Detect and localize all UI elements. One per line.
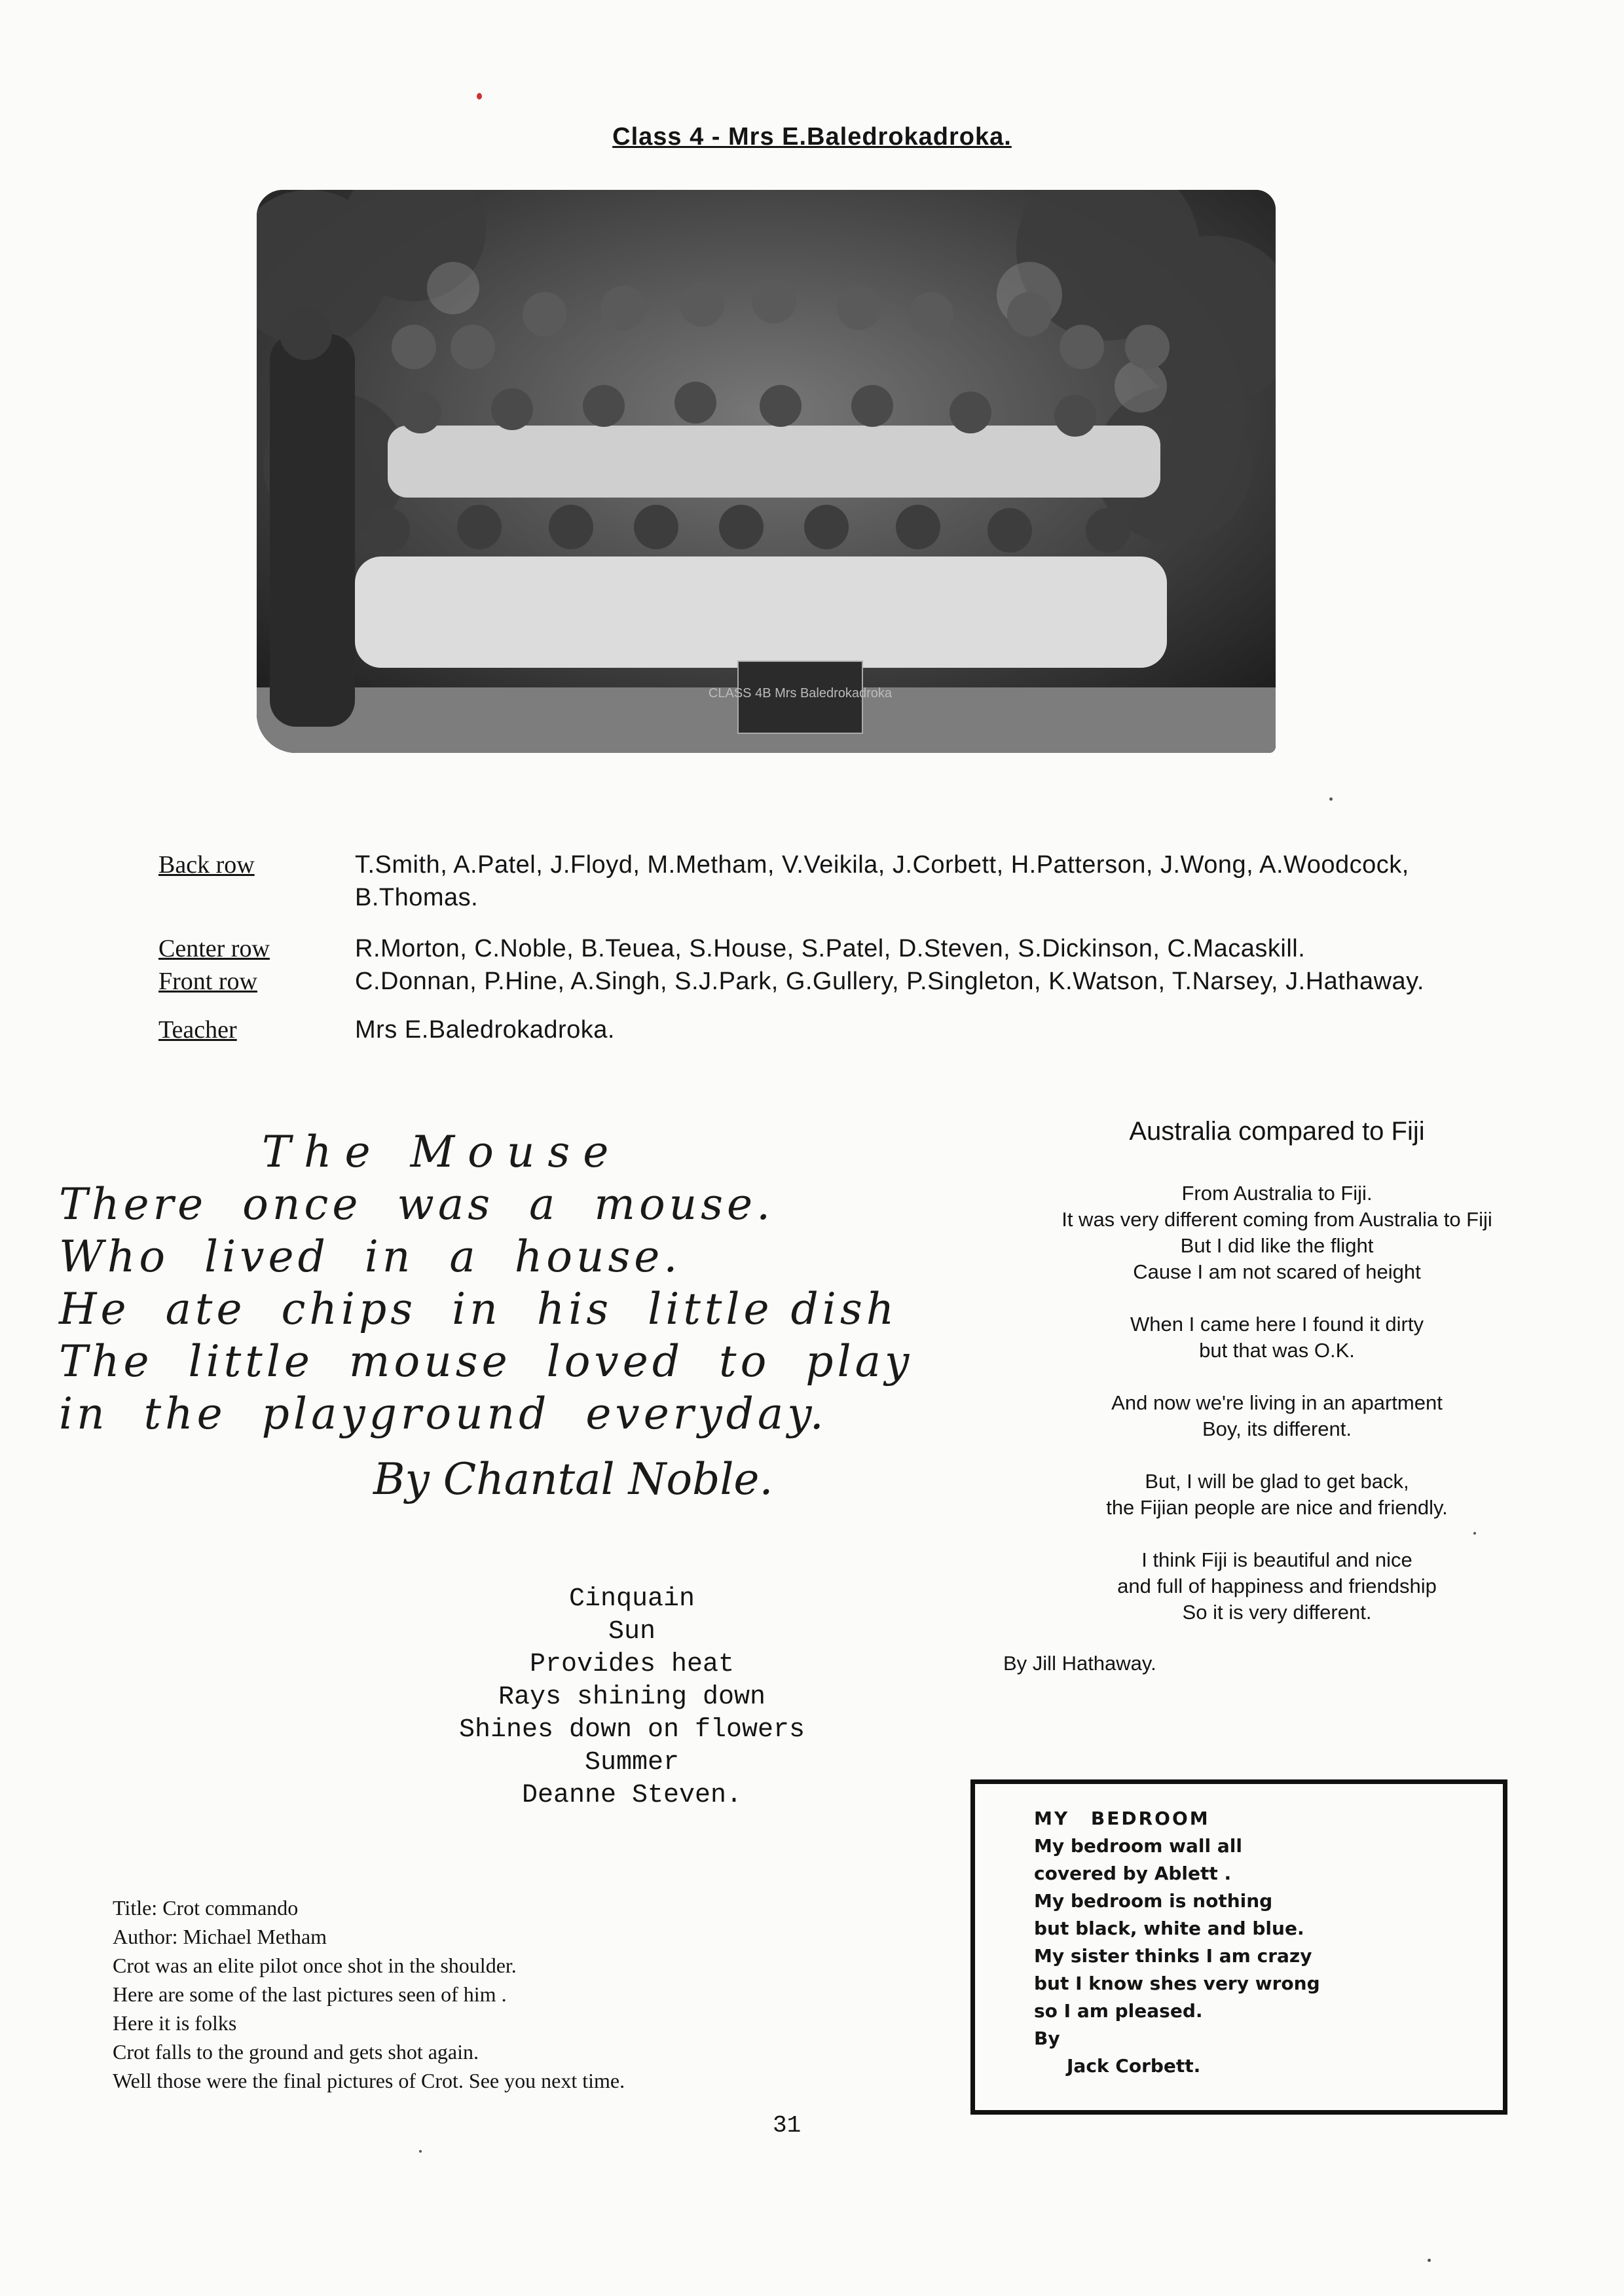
story-line: Well those were the final pictures of Crot. See you next time. bbox=[113, 2069, 625, 2092]
crot-commando-story bbox=[113, 1893, 859, 2095]
cinquain-line: Rays shining down bbox=[498, 1683, 766, 1712]
scan-speck bbox=[1428, 2259, 1431, 2262]
poem-line: but that was O.K. bbox=[1199, 1339, 1355, 1362]
class-photo-graphic bbox=[257, 190, 1276, 753]
roster-names: C.Donnan, P.Hine, A.Singh, S.J.Park, G.Gullery, P.Singleton, K.Watson, T.Narsey, J.Hathaway. bbox=[355, 968, 1424, 995]
poem-stanza bbox=[989, 1311, 1565, 1364]
mouse-poem-line: The little mouse loved to play bbox=[59, 1336, 913, 1387]
poem-line: the Fijian people are nice and friendly. bbox=[1106, 1496, 1448, 1519]
bedroom-poem-title: MY BEDROOM bbox=[1034, 1808, 1210, 1829]
story-line: Title: Crot commando bbox=[113, 1896, 299, 1920]
australia-poem-byline: By Jill Hathaway. bbox=[1003, 1652, 1156, 1675]
mouse-poem-line: in the playground everyday. bbox=[59, 1389, 828, 1439]
mouse-poem bbox=[59, 1126, 950, 1506]
bedroom-poem-line: My bedroom is nothing bbox=[1034, 1890, 1273, 1912]
poem-line: Cause I am not scared of height bbox=[1133, 1260, 1421, 1283]
cinquain-line: Shines down on flowers bbox=[458, 1715, 805, 1745]
bedroom-poem-line: By bbox=[1034, 2028, 1060, 2049]
scan-speck bbox=[419, 2150, 422, 2153]
photo-board-text: CLASS 4B Mrs Baledrokadroka bbox=[708, 686, 893, 701]
poem-line: When I came here I found it dirty bbox=[1130, 1313, 1424, 1336]
poem-line: So it is very different. bbox=[1182, 1601, 1372, 1624]
roster-label: Center row bbox=[158, 935, 270, 962]
mouse-poem-title: The Mouse bbox=[262, 1127, 622, 1177]
roster-row-front bbox=[158, 965, 1468, 998]
story-line: Crot was an elite pilot once shot in the shoulder. bbox=[113, 1954, 517, 1977]
page-number: 31 bbox=[773, 2112, 802, 2139]
cinquain-line: Sun bbox=[608, 1617, 655, 1647]
story-line: Author: Michael Metham bbox=[113, 1925, 327, 1948]
cinquain-line: Cinquain bbox=[568, 1584, 695, 1614]
poem-line: It was very different coming from Australia to Fiji bbox=[1061, 1208, 1492, 1231]
bedroom-poem-line: My bedroom wall all bbox=[1034, 1835, 1242, 1857]
poem-stanza bbox=[989, 1468, 1565, 1521]
poem-stanza bbox=[989, 1547, 1565, 1626]
bedroom-poem-box bbox=[970, 1779, 1507, 2115]
mouse-poem-byline: By Chantal Noble. bbox=[373, 1454, 773, 1504]
cinquain-line: Summer bbox=[584, 1748, 680, 1777]
poem-stanza bbox=[989, 1180, 1565, 1285]
bedroom-poem-line: covered by Ablett . bbox=[1034, 1863, 1232, 1884]
cinquain-poem bbox=[393, 1583, 871, 1812]
roster-names: T.Smith, A.Patel, J.Floyd, M.Metham, V.Veikila, J.Corbett, H.Patterson, J.Wong, A.Woodcock, B.Thomas. bbox=[355, 851, 1409, 911]
mouse-poem-line: There once was a mouse. bbox=[59, 1179, 775, 1230]
bedroom-poem-line: My sister thinks I am crazy bbox=[1034, 1945, 1312, 1967]
bedroom-poem-line: so I am pleased. bbox=[1034, 2000, 1203, 2022]
roster-row-back bbox=[158, 848, 1468, 914]
cinquain-line: Provides heat bbox=[529, 1650, 735, 1679]
cinquain-line: Deanne Steven. bbox=[521, 1781, 743, 1810]
page-title: Class 4 - Mrs E.Baledrokadroka. bbox=[612, 123, 1012, 151]
scan-speck bbox=[1473, 1532, 1476, 1535]
poem-stanza bbox=[989, 1390, 1565, 1442]
poem-line: I think Fiji is beautiful and nice bbox=[1141, 1548, 1412, 1571]
poem-line: But I did like the flight bbox=[1180, 1234, 1374, 1257]
class-roster bbox=[158, 848, 1468, 1046]
roster-row-center bbox=[158, 932, 1468, 965]
roster-names: Mrs E.Baledrokadroka. bbox=[355, 1016, 615, 1044]
roster-label: Back row bbox=[158, 851, 255, 879]
roster-label: Teacher bbox=[158, 1016, 237, 1044]
poem-line: Boy, its different. bbox=[1202, 1417, 1352, 1440]
australia-poem-title: Australia compared to Fiji bbox=[1129, 1117, 1425, 1146]
roster-label: Front row bbox=[158, 968, 257, 995]
mouse-poem-line: He ate chips in his little dish bbox=[59, 1284, 898, 1334]
roster-names: R.Morton, C.Noble, B.Teuea, S.House, S.Patel, D.Steven, S.Dickinson, C.Macaskill. bbox=[355, 935, 1306, 962]
poem-line: But, I will be glad to get back, bbox=[1145, 1470, 1409, 1493]
class-photo bbox=[257, 190, 1276, 753]
bedroom-poem-line: but I know shes very wrong bbox=[1034, 1973, 1320, 1994]
australia-poem bbox=[989, 1117, 1565, 1675]
poem-line: And now we're living in an apartment bbox=[1111, 1391, 1443, 1414]
roster-row-teacher bbox=[158, 1013, 1468, 1046]
scan-speck bbox=[1329, 797, 1333, 801]
poem-line: and full of happiness and friendship bbox=[1117, 1575, 1437, 1597]
story-line: Here are some of the last pictures seen of him . bbox=[113, 1982, 507, 2006]
bedroom-poem-author: Jack Corbett. bbox=[1067, 2055, 1201, 2077]
mouse-poem-line: Who lived in a house. bbox=[59, 1231, 682, 1282]
bedroom-poem-line: but black, white and blue. bbox=[1034, 1918, 1304, 1939]
scan-speck bbox=[477, 93, 482, 100]
story-line: Here it is folks bbox=[113, 2011, 237, 2035]
poem-line: From Australia to Fiji. bbox=[1181, 1182, 1373, 1205]
story-line: Crot falls to the ground and gets shot again. bbox=[113, 2040, 479, 2064]
